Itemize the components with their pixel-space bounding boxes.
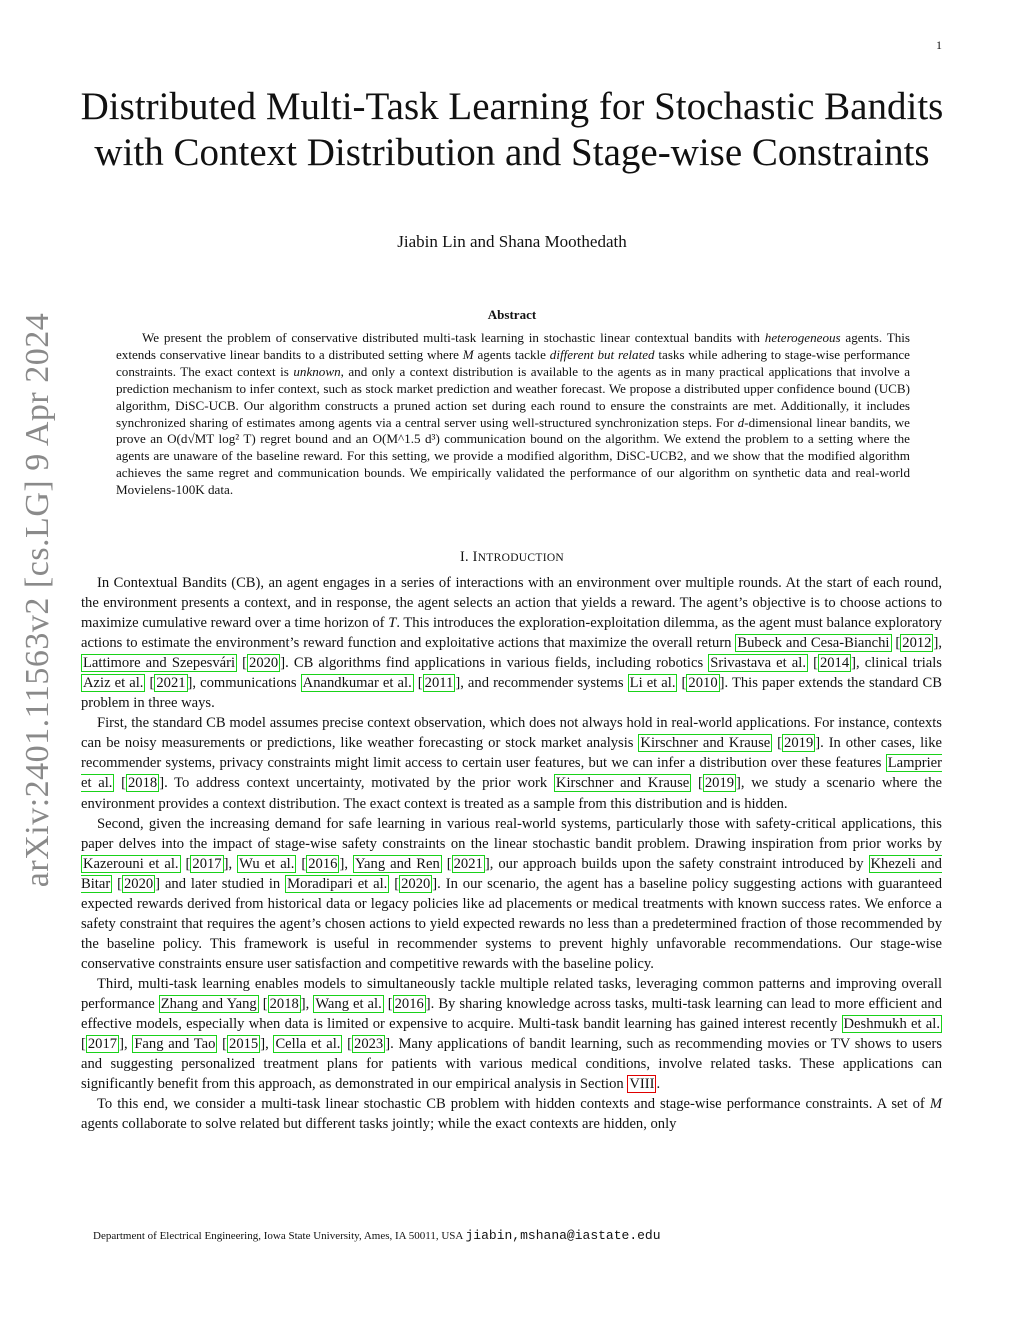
citation-year-link[interactable]: 2018 [128,775,158,792]
citation-year-link[interactable]: 2019 [784,735,814,752]
citation-link[interactable]: Wu et al. [239,855,295,872]
citation-year-link[interactable]: 2014 [819,655,850,672]
citation-year-link[interactable]: 2017 [87,1036,118,1053]
citation-link[interactable]: Lamprier et al. [81,755,942,792]
citation-year-link[interactable]: 2021 [453,855,483,872]
citation-year-link[interactable]: 2020 [249,655,279,672]
citation-link[interactable]: Anandkumar et al. [302,675,412,692]
citation-link[interactable]: Kirschner and Krause [555,775,690,792]
citation-link[interactable]: Kirschner and Krause [640,735,771,752]
section-reference-link[interactable]: VIII [629,1076,655,1093]
citation-link[interactable]: Lattimore and Szepesvári [83,655,236,672]
citation-year-link[interactable]: 2016 [308,855,338,872]
citation-year-link[interactable]: 2020 [123,875,154,892]
citation-year-link[interactable]: 2020 [401,875,431,892]
citation-year-link[interactable]: 2023 [354,1036,384,1053]
abstract-text: We present the problem of conservative distributed multi-task learning in stochastic linear contextual bandits with heterogeneous agents. This extends conservative linear bandits to a distributed setting where M agents tackle different but related tasks while adhering to stage-wise performance constraints. The exact context is unknown, and only a context distribution is available to the agents as in many practical applications that involve a prediction mechanism to infer context, such as stock market prediction and weather forecast. We propose a distributed upper confidence bound (UCB) algorithm, DiSC-UCB. Our algorithm constructs a pruned action set during each round to ensure the constraints are met. Additionally, it includes synchronized sharing of estimates among agents via a central server using well-structured synchronization steps. For d-dimensional linear bandits, we prove an O(d√MT log² T) regret bound and an O(M^1.5 d³) communication bound on the algorithm. We extend the problem to a setting where the agents are unaware of the baseline reward. For this setting, we provide a modified algorithm, DiSC-UCB2, and we show that the modified algorithm achieves the same regret and communication bounds. We empirically validated the performance of our algorithm on synthetic data and real-world Movielens-100K data. [116,330,911,498]
citation-link[interactable]: Zhang and Yang [160,995,257,1012]
citation-link[interactable]: Aziz et al. [83,675,144,692]
citation-link[interactable]: Wang et al. [315,995,382,1012]
citation-year-link[interactable]: 2018 [269,995,299,1012]
citation-link[interactable]: Kazerouni et al. [83,855,179,872]
citation-link[interactable]: Bubeck and Cesa-Bianchi [737,635,890,652]
citation-year-link[interactable]: 2010 [688,675,718,692]
citation-year-link[interactable]: 2016 [394,995,424,1012]
citation-link[interactable]: Khezeli and Bitar [81,855,942,892]
page-number: 1 [936,38,942,52]
citation-year-link[interactable]: 2015 [229,1036,259,1053]
introduction-body [81,573,942,1134]
citation-year-link[interactable]: 2017 [192,855,222,872]
abstract-heading: Abstract [487,307,537,322]
paragraph: First, the standard CB model assumes precise context observation, which does not always hold in real-world applications. For instance, contexts can be noisy measurements or predictions, like weather forecasting or stock market analysis Kirschner and Krause [ 2019 ]. In other cases, like recommender systems, privacy constraints might limit access to certain user features, but we can infer a distribution over these features Lamprier et al. [ 2018 ]. To address context uncertainty, motivated by the prior work Kirschner and Krause [ 2019 ], we study a scenario where the environment provides a context distribution. The exact context is treated as a sample from this distribution and is hidden. [81,715,942,812]
citation-link[interactable]: Fang and Tao [134,1036,216,1053]
citation-link[interactable]: Deshmukh et al. [843,1016,940,1033]
paragraph: In Contextual Bandits (CB), an agent engages in a series of interactions with an environment over multiple rounds. At the start of each round, the environment presents a context, and in response, the agent selects an action that yields a reward. The agent’s objective is to choose actions to maximize cumulative reward over a time horizon of T. This introduces the exploration-exploitation dilemma, as the agent must balance exploratory actions to estimate the environment’s reward function and exploitative actions that maximize the overall return Bubeck and Cesa-Bianchi [ 2012 ], Lattimore and Szepesvári [ 2020 ]. CB algorithms find applications in various fields, including robotics Srivastava et al. [ 2014 ], clinical trials Aziz et al. [ 2021 ], communications Anandkumar et al. [ 2011 ], and recommender systems Li et al. [ 2010 ]. This paper extends the standard CB problem in three ways. [81,575,942,712]
section-heading-introduction: I. INTRODUCTION [459,549,565,565]
paper-authors: Jiabin Lin and Shana Moothedath [397,232,627,251]
citation-link[interactable]: Srivastava et al. [710,655,806,672]
citation-link[interactable]: Li et al. [629,675,676,692]
communication-bound-formula: O(M^1.5 d³) [372,431,440,447]
citation-year-link[interactable]: 2012 [902,635,932,652]
citation-link[interactable]: Cella et al. [275,1036,341,1053]
author-affiliation-footnote: Department of Electrical Engineering, Iowa State University, Ames, IA 50011, USA jiabin,mshana@iastate.edu [93,1228,661,1243]
paragraph: Third, multi-task learning enables models to simultaneously tackle multiple related tasks, leveraging common patterns and improving overall performance Zhang and Yang [ 2018 ], Wang et al. [ 2016 ]. By sharing knowledge across tasks, multi-task learning can lead to more efficient and effective models, especially when data is limited or expensive to acquire. Multi-task bandit learning has gained interest recently Deshmukh et al. [ 2017 ], Fang and Tao [ 2015 ], Cella et al. [ 2023 ]. Many applications of bandit learning, such as recommending movies or TV shows to users and suggesting personalized treatment plans for patients with various medical conditions, involve related tasks. These applications can significantly benefit from this approach, as demonstrated in our empirical analysis in Section VIII . [81,975,943,1093]
citation-year-link[interactable]: 2011 [424,675,454,692]
arxiv-identifier: arXiv:2401.11563v2 [cs.LG] 9 Apr 2024 [19,312,56,888]
citation-link[interactable]: Yang and Ren [354,855,440,872]
citation-link[interactable]: Moradipari et al. [287,875,388,892]
paper-title: Distributed Multi-Task Learning for Stochastic Bandits with Context Distribution and Stage-wise Constraints [80,85,944,174]
citation-year-link[interactable]: 2021 [156,675,186,692]
citation-year-link[interactable]: 2019 [704,775,735,792]
regret-bound-formula: O(d√MT log² T) [167,431,256,447]
author-email: jiabin,mshana@iastate.edu [465,1228,661,1243]
paragraph: To this end, we consider a multi-task linear stochastic CB problem with hidden contexts and stage-wise performance constraints. A set of M agents collaborate to solve related but different tasks jointly; while the exact contexts are hidden, only [81,1096,942,1133]
paragraph: Second, given the increasing demand for safe learning in various real-world systems, particularly those with safety-critical applications, this paper delves into the impact of stage-wise safety constraints on the linear stochastic bandit problem. Drawing inspiration from prior works by Kazerouni et al. [ 2017 ], Wu et al. [ 2016 ], Yang and Ren [ 2021 ], our approach builds upon the safety constraint introduced by Khezeli and Bitar [ 2020 ] and later studied in Moradipari et al. [ 2020 ]. In our scenario, the agent has a baseline policy suggesting actions with guaranteed expected rewards derived from historical data or legacy policies like ad placements or medical treatments with known success rates. We enforce a safety constraint that requires the agent’s chosen actions to yield expected rewards no less than a predetermined fraction of those recommended by the baseline policy. This framework is useful in recommender systems to prevent highly unfavorable recommendations. Our stage-wise conservative constraints ensure user satisfaction and competitive rewards with the baseline policy. [81,815,942,972]
